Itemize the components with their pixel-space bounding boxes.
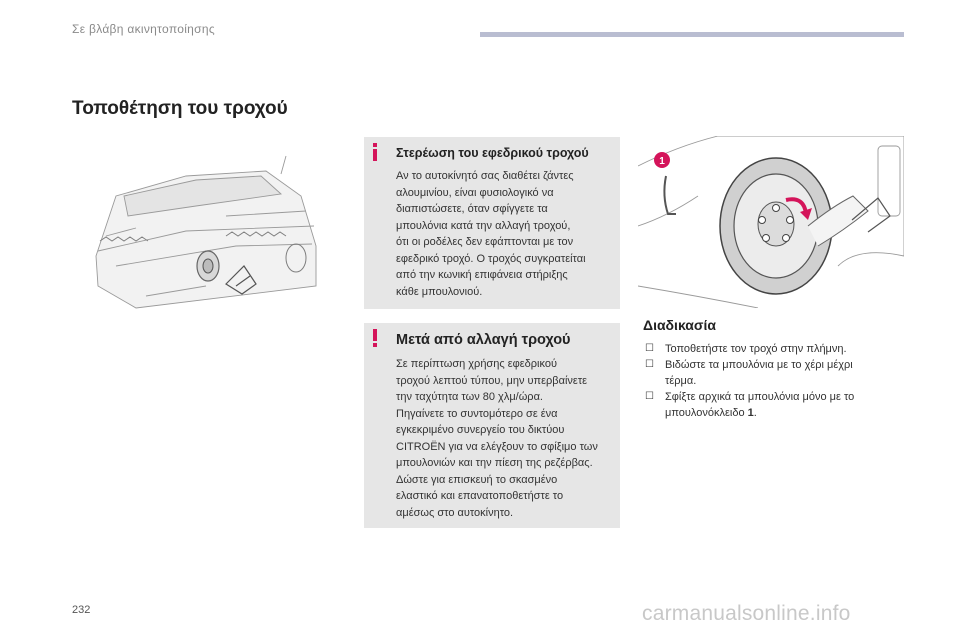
procedure-title: Διαδικασία [643, 317, 716, 333]
checkbox-icon: ☐ [645, 343, 654, 354]
section-header: Σε βλάβη ακινητοποίησης [72, 22, 215, 36]
checkbox-icon: ☐ [645, 391, 654, 402]
page-number: 232 [72, 604, 91, 616]
info-icon [370, 143, 380, 161]
info-box-title: Στερέωση του εφεδρικού τροχού [396, 146, 589, 160]
info-box [364, 137, 620, 309]
header-bar [480, 32, 904, 37]
page-title: Τοποθέτηση του τροχού [72, 98, 288, 119]
procedure-steps [643, 341, 893, 421]
callout-number: 1 [659, 156, 665, 167]
procedure-step: ☐ Σφίξτε αρχικά τα μπουλόνια μόνο με το μπουλονόκλειδο 1. [645, 391, 855, 419]
procedure-step: ☐ Τοποθετήστε τον τροχό στην πλήμνη. [645, 343, 847, 355]
wheel-mounting-illustration [638, 136, 904, 308]
procedure-step: ☐ Βιδώστε τα μπουλόνια με το χέρι μέχρι τέρμα. [645, 359, 853, 387]
info-box-text: Αν το αυτοκίνητό σας διαθέτει ζάντες αλουμινίου, είναι φυσιολογικό να διαπιστώσετε, όταν σφίγγετε τα μπουλόνια κατά την αλλαγή τροχού, ότι οι ροδέλες δεν εφάπτονται με τον εφεδρικό τροχό. Ο τροχός συγκρατείται από την κωνική επιφάνεια στήριξης κάθε μπουλονιού. [396, 170, 586, 298]
warning-box [364, 323, 620, 528]
warning-box-text: Σε περίπτωση χρήσης εφεδρικού τροχού λεπτού τύπου, μην υπερβαίνετε την ταχύτητα των 80 χλμ/ώρα. Πηγαίνετε το συντομότερο σε ένα εγκεκριμένο συνεργείο του δικτύου CITROËN για να ελέγξουν το σφίξιμο των μπουλονιών και την πίεση της ρεζέρβας. Δώστε για επισκευή το σκασμένο ελαστικό και επανατοποθετήστε το αμέσως στο αυτοκίνητο. [396, 358, 598, 519]
warning-box-title: Μετά από αλλαγή τροχού [396, 332, 571, 348]
car-jack-illustration [76, 136, 330, 320]
watermark: carmanualsonline.info [642, 602, 851, 625]
checkbox-icon: ☐ [645, 359, 654, 370]
warning-exclamation-icon [370, 329, 380, 347]
